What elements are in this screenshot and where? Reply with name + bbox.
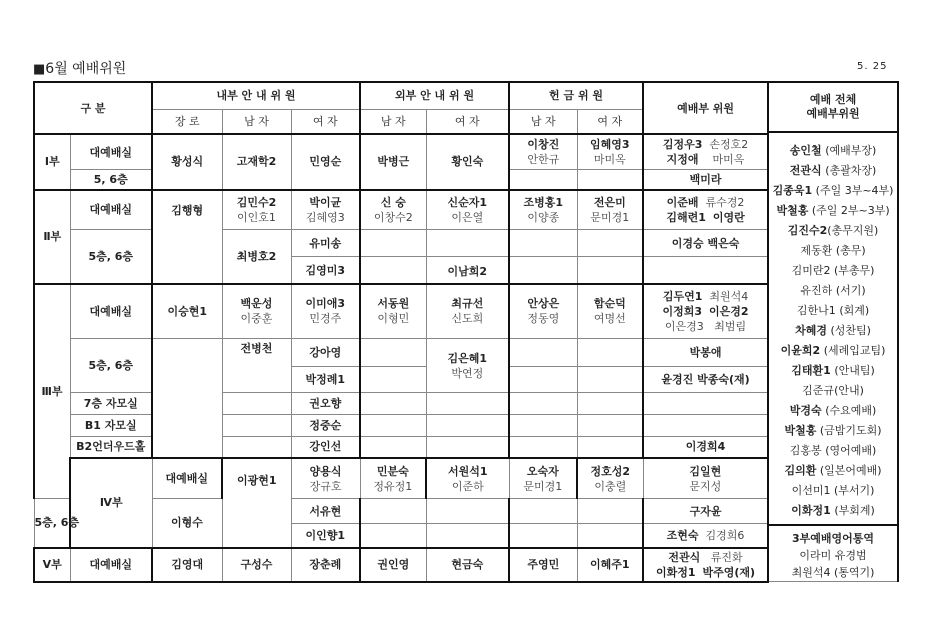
part4-in-female-upper: 서유현 (291, 499, 360, 524)
part3-cash-male-empty5 (509, 436, 577, 458)
panel-item: 전관식 (총괄차장) (789, 164, 877, 177)
panel-header-line2: 예배부위원 (806, 107, 860, 120)
panel-item: 박철홍 (주일 2부~3부) (776, 204, 890, 217)
part3-out-female-empty4 (426, 414, 509, 436)
panel-header (769, 83, 897, 133)
part4-elder: 이광현1 (222, 458, 291, 547)
part2-worship-empty (643, 257, 768, 284)
part1-elder: 황성식 (152, 134, 222, 190)
part2-cash-male-empty2 (509, 257, 577, 284)
part2-cash-female-empty2 (577, 257, 643, 284)
part4-in-female: 민분숙 정유정1 (360, 458, 426, 499)
part4-cash-male-empty2 (509, 524, 577, 548)
part2-label: Ⅱ부 (34, 190, 70, 284)
part3-out-male-empty3 (360, 392, 426, 414)
part2-out-female: 신순자1 이은열 (426, 190, 509, 230)
part3-cash-female: 함순덕 여명선 (577, 284, 643, 339)
part2-elder: 김행형 (152, 190, 222, 284)
part4-out-female-empty2 (426, 524, 509, 548)
part1-label: Ⅰ부 (34, 134, 70, 190)
part3-in-female-upper: 강아영 (291, 339, 360, 367)
part2-in-male-upper: 최병호2 (222, 229, 291, 284)
part4-cash-male: 정호성2 이충렬 (577, 458, 643, 499)
part2-cash-male: 조병홍1 이양종 (509, 190, 577, 230)
part4-loc-upper: 5층, 6층 (34, 499, 70, 548)
part1-worship: 김정우3 손정호2 지정애 마미옥 (643, 134, 768, 170)
part2-loc-upper: 5층, 6층 (70, 229, 152, 284)
part5-in-male: 구성수 (222, 548, 291, 582)
part3-cash-female-empty2 (577, 366, 643, 392)
panel-header-line1: 예배 전체 (809, 93, 857, 106)
panel-item: 차혜경 (성찬팀) (795, 324, 871, 337)
header-out-male: 남 자 (360, 109, 426, 134)
part3-worship-b2: 이경희4 (643, 436, 768, 458)
part3-worship-empty3 (643, 392, 768, 414)
panel-item: 제동환 (총무) (800, 244, 866, 257)
panel-item: 김태환1 (안내팀) (791, 364, 875, 377)
part3-cash-male-empty (509, 339, 577, 367)
english-line2: 최원석4 (통역기) (791, 566, 875, 579)
part2-out-female-empty (426, 229, 509, 257)
part5-loc-main: 대예배실 (70, 548, 152, 582)
date-label: 5. 25 (857, 61, 888, 72)
part3-loc-7f: 7층 자모실 (70, 392, 152, 414)
panel-item: 이윤희2 (세례입교팀) (780, 344, 886, 357)
part3-in-male-empty (222, 392, 291, 414)
header-elder: 장 로 (152, 109, 222, 134)
header-inner-ushers: 내부 안 내 위 원 (152, 82, 360, 109)
header-outer-ushers: 외부 안 내 위 원 (360, 82, 509, 109)
header-out-female: 여 자 (426, 109, 509, 134)
english-line1: 이라미 유경범 (799, 549, 867, 562)
part4-cash-male-empty (509, 499, 577, 524)
part4-loc-main: 대예배실 (152, 458, 222, 499)
page-title (33, 58, 126, 78)
part3-worship-upper2: 윤경진 박종숙(재) (643, 366, 768, 392)
part2-in-male: 김민수2 이인호1 (222, 190, 291, 230)
part3-out-male-empty5 (360, 436, 426, 458)
part4-in-male: 양용식 장규호 (291, 458, 360, 499)
part3-loc-upper: 5층, 6층 (70, 339, 152, 393)
part3-out-female-empty3 (426, 392, 509, 414)
part3-cash-female-empty4 (577, 414, 643, 436)
part3-in-female: 이미애3 민경주 (291, 284, 360, 339)
panel-item: 이선미1 (부서기) (791, 484, 875, 497)
part1-loc-main: 대예배실 (70, 134, 152, 170)
part3-worship-empty4 (643, 414, 768, 436)
part3-in-female-upper2: 박정례1 (291, 366, 360, 392)
part3-out-female-upper: 김은혜1 박연정 (426, 339, 509, 393)
part5-worship: 전관식 류진화 이화정1 박주영(재) (643, 548, 768, 582)
panel-item: 박경숙 (수요예배) (789, 404, 877, 417)
panel-item: 김준규(안내) (802, 384, 864, 397)
panel-item: 김종욱1 (주일 3부~4부) (772, 184, 894, 197)
part1-out-female: 황인숙 (426, 134, 509, 190)
part3-loc-b2: B2언더우드홀 (70, 436, 152, 458)
part3-loc-b1: B1 자모실 (70, 414, 152, 436)
panel-member-list (769, 133, 897, 526)
part3-out-male-empty2 (360, 366, 426, 392)
part2-worship-upper: 이경승 백은숙 (643, 229, 768, 257)
panel-item: 김홍봉 (영어예배) (789, 444, 877, 457)
part1-cash-male: 이창진 안한규 (509, 134, 577, 170)
part3-cash-male-empty2 (509, 366, 577, 392)
panel-item: 김미란2 (부총무) (791, 264, 875, 277)
english-title: 3부예배영어통역 (792, 532, 875, 545)
square-icon: ■ (33, 62, 46, 77)
part2-in-female: 박이균 김혜영3 (291, 190, 360, 230)
part3-out-male-empty4 (360, 414, 426, 436)
header-worship-dept: 예배부 위원 (643, 82, 768, 134)
part2-out-male: 신 숭 이창수2 (360, 190, 426, 230)
part5-elder: 김영대 (152, 548, 222, 582)
part3-cash-female-empty (577, 339, 643, 367)
part1-worship-upper: 백미라 (643, 170, 768, 190)
panel-item: 유진하 (서기) (800, 284, 866, 297)
part3-worship-upper: 박봉애 (643, 339, 768, 367)
part2-out-female-upper: 이남희2 (426, 257, 509, 284)
part4-out-male-empty (360, 499, 426, 524)
part1-out-male: 박병근 (360, 134, 426, 190)
part1-cash-female: 임혜영3 마미옥 (577, 134, 643, 170)
part2-cash-female-empty (577, 229, 643, 257)
part2-out-male-empty (360, 229, 426, 257)
part1-loc-upper: 5, 6층 (70, 170, 152, 190)
header-in-female: 여 자 (291, 109, 360, 134)
part4-out-female: 오숙자 문미경1 (509, 458, 577, 499)
part3-cash-male-empty4 (509, 414, 577, 436)
part3-in-female-b1: 정중순 (291, 414, 360, 436)
part5-label: Ⅴ부 (34, 548, 70, 582)
part4-out-male: 서원석1 이준하 (426, 458, 509, 499)
part4-in-female-upper2: 이인향1 (291, 524, 360, 548)
part4-out-female-empty (426, 499, 509, 524)
part1-cash-female-empty (577, 170, 643, 190)
part2-loc-main: 대예배실 (70, 190, 152, 230)
panel-item: 김진수2(총무지원) (787, 224, 879, 237)
header-gubun: 구 분 (34, 82, 152, 134)
part4-in-male-upper: 이형수 (152, 499, 222, 548)
part3-cash-female-empty3 (577, 392, 643, 414)
part3-label: Ⅲ부 (34, 284, 70, 499)
part3-in-male: 백운성 이중훈 (222, 284, 291, 339)
part4-label: Ⅳ부 (70, 458, 152, 547)
part4-cash-female: 김일현 문지성 (643, 458, 768, 499)
part2-worship: 이준배 류수경2 김해련1 이영란 (643, 190, 768, 230)
part1-cash-male-empty (509, 170, 577, 190)
part3-in-male-empty2 (222, 414, 291, 436)
part3-cash-male: 안상은 정동영 (509, 284, 577, 339)
part3-in-female-7f: 권오향 (291, 392, 360, 414)
right-panel (768, 82, 898, 582)
worship-committee-table (33, 81, 899, 583)
part3-in-male-empty3 (222, 436, 291, 458)
part3-out-female-empty5 (426, 436, 509, 458)
part5-out-female: 현금숙 (426, 548, 509, 582)
part3-loc-main: 대예배실 (70, 284, 152, 339)
part5-out-male: 권인영 (360, 548, 426, 582)
part4-worship-upper: 구자윤 (643, 499, 768, 524)
part5-cash-female: 이혜주1 (577, 548, 643, 582)
part3-in-female-b2: 강인선 (291, 436, 360, 458)
part3-cash-male-empty3 (509, 392, 577, 414)
panel-english (769, 526, 897, 581)
part2-in-female-upper2: 김영미3 (291, 257, 360, 284)
part2-cash-male-empty (509, 229, 577, 257)
part4-cash-female-empty2 (577, 524, 643, 548)
part1-in-male: 고재학2 (222, 134, 291, 190)
header-cash-male: 남 자 (509, 109, 577, 134)
panel-item: 박철홍 (금밤기도회) (784, 424, 882, 437)
part4-worship-upper2: 조현숙 김경희6 (643, 524, 768, 548)
part1-in-female: 민영순 (291, 134, 360, 190)
part3-elder-empty (152, 339, 222, 459)
part3-worship: 김두연1 최원석4 이정희3 이은경2 이은경3 최범림 (643, 284, 768, 339)
part4-out-male-empty2 (360, 524, 426, 548)
header-offering: 헌 금 위 원 (509, 82, 643, 109)
panel-item: 김한나1 (회계) (796, 304, 870, 317)
panel-item: 송인철 (예배부장) (789, 144, 877, 157)
part5-in-female: 장춘례 (291, 548, 360, 582)
part3-out-male-empty (360, 339, 426, 367)
header-cash-female: 여 자 (577, 109, 643, 134)
part3-cash-female-empty5 (577, 436, 643, 458)
part3-elder: 이승현1 (152, 284, 222, 339)
part2-out-male-empty2 (360, 257, 426, 284)
panel-item: 김의환 (일본어예배) (784, 464, 882, 477)
part2-in-female-upper: 유미송 (291, 229, 360, 257)
part3-out-male: 서동원 이형민 (360, 284, 426, 339)
panel-item: 이화정1 (부회계) (791, 504, 875, 517)
part3-out-female: 최규선 신도희 (426, 284, 509, 339)
part3-in-male-upper: 전병천 (222, 339, 291, 393)
header-in-male: 남 자 (222, 109, 291, 134)
part5-cash-male: 주영민 (509, 548, 577, 582)
title-text: 6월 예배위원 (45, 61, 127, 77)
part2-cash-female: 전은미 문미경1 (577, 190, 643, 230)
part4-cash-female-empty (577, 499, 643, 524)
